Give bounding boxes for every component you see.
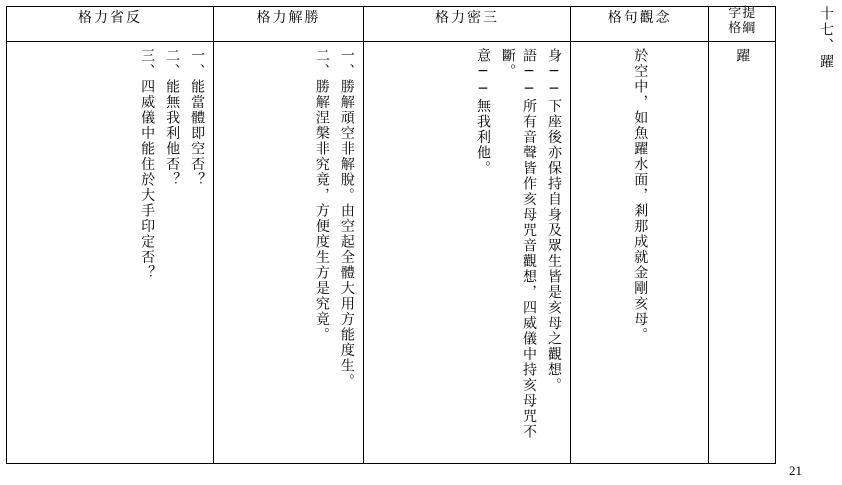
table-header-resolve-label: 格力解勝 bbox=[256, 10, 321, 26]
reflection-line-2: 二、能無我利他否？ bbox=[164, 48, 181, 188]
table-cell-resolve bbox=[214, 42, 364, 464]
keyword-char: 躍 bbox=[734, 48, 751, 65]
table-header-reflection-label: 格力省反 bbox=[78, 10, 143, 26]
table-header-row bbox=[7, 7, 776, 42]
table-header-resolve bbox=[214, 7, 364, 42]
table-header-three-secrets-label: 格力密三 bbox=[434, 10, 499, 26]
keyword-lines bbox=[715, 48, 769, 457]
page-number: 21 bbox=[789, 463, 802, 478]
chapter-marker: 十七、躍 bbox=[818, 6, 834, 70]
resolve-line-1: 一、勝解頑空非解脫。由空起全體大用方能度生。 bbox=[338, 48, 355, 390]
table-cell-keyword bbox=[709, 42, 776, 464]
table-header-contemplation-label: 格句觀念 bbox=[607, 10, 672, 26]
table-body-row bbox=[7, 42, 776, 464]
table-cell-contemplation bbox=[571, 42, 709, 464]
table-header-contemplation bbox=[571, 7, 709, 42]
reflection-line-3: 三、四威儀中能住於大手印定否？ bbox=[139, 48, 156, 281]
table-header-keyword-line2: 格綱 bbox=[728, 20, 757, 36]
three-secrets-lines bbox=[370, 48, 564, 457]
table-header-keyword-line1: 字提 bbox=[728, 6, 757, 21]
reflection-lines bbox=[13, 48, 207, 457]
resolve-lines bbox=[220, 48, 357, 457]
table-header-reflection bbox=[7, 7, 214, 42]
three-secrets-speech-line: 語──所有音聲皆作亥母咒音觀想，四威儀中持亥母咒不斷。 bbox=[500, 48, 537, 440]
table-cell-reflection bbox=[7, 42, 214, 464]
table-header-three-secrets bbox=[363, 7, 570, 42]
table-header-keyword bbox=[709, 7, 776, 42]
resolve-line-2: 二、勝解涅槃非究竟，方便度生方是究竟。 bbox=[313, 48, 330, 343]
contemplation-line-1: 於空中，如魚躍水面，剎那成就金剛亥母。 bbox=[632, 48, 649, 343]
contemplation-lines bbox=[577, 48, 702, 457]
table-cell-three-secrets bbox=[363, 42, 570, 464]
three-secrets-mind-line: 意──無我利他。 bbox=[475, 48, 491, 177]
reflection-line-1: 一、能當體即空否？ bbox=[189, 48, 206, 188]
practice-table bbox=[6, 6, 776, 464]
three-secrets-body-line: 身──下座後亦保持自身及眾生皆是亥母之觀想。 bbox=[546, 48, 562, 394]
